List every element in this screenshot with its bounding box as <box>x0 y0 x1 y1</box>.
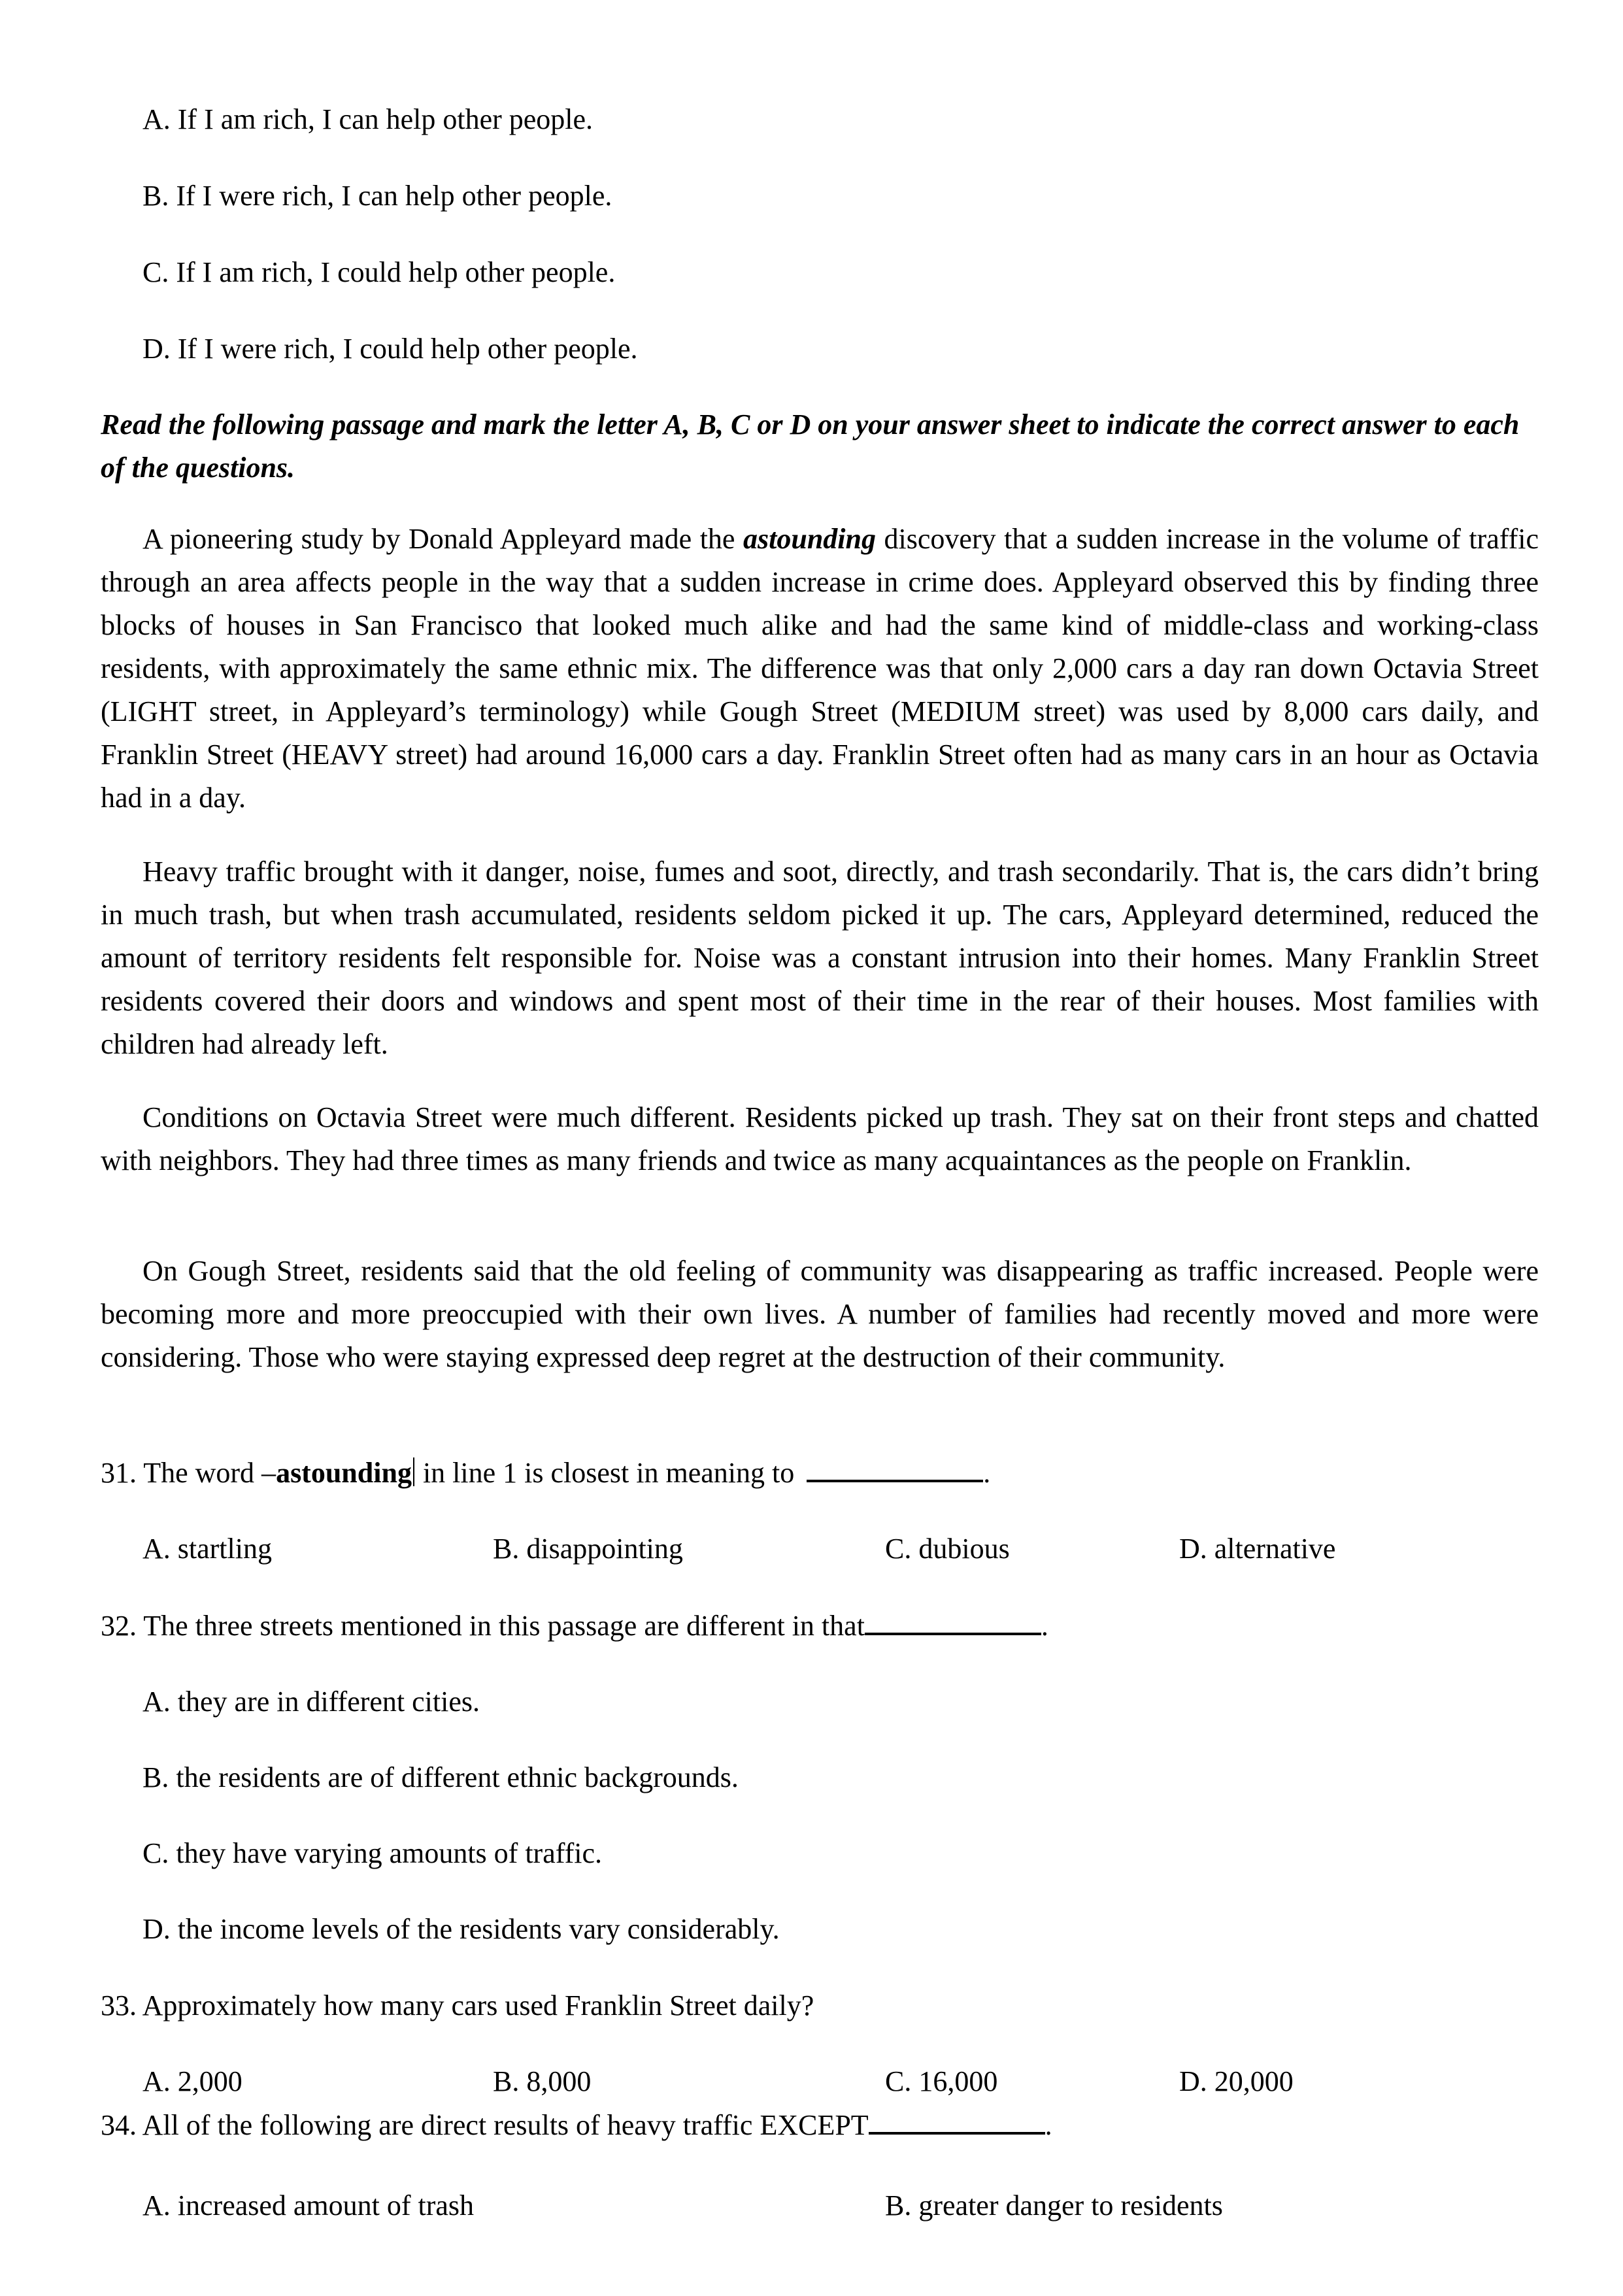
option-text: they are in different cities. <box>177 1686 480 1718</box>
option-text: the residents are of different ethnic backgrounds. <box>176 1761 739 1793</box>
passage-paragraph-3: Conditions on Octavia Street were much different. Residents picked up trash. They sat on their front steps and chatted with neighbors. They had three times as many friends and twice as many acquaintances as the people on Franklin. <box>101 1101 1539 1176</box>
highlighted-word: astounding <box>743 523 876 555</box>
q33-option-b <box>493 2060 591 2103</box>
q31-option-d <box>1179 1527 1335 1571</box>
answer-blank <box>807 1451 983 1482</box>
option-letter: B. <box>493 2065 520 2097</box>
passage-text: discovery that a sudden increase in the volume of traffic through an area affects people in the way that a sudden increase in crime does. Appleyard observed this by finding three blocks of houses in San Francisco that looked much alike and had the same kind of middle-class and working-class residents, with approximately the same ethnic mix. The difference was that only 2,000 cars a day ran down Octavia Street (LIGHT street, in Appleyard’s terminology) while Gough Street (MEDIUM street) was used by 8,000 cars daily, and Franklin Street (HEAVY street) had around 16,000 cars a day. Franklin Street often had as many cars in an hour as Octavia had in a day. <box>101 523 1539 814</box>
question-stem: in line 1 is closest in meaning to <box>415 1457 795 1489</box>
question-32 <box>101 1604 1048 1648</box>
option-letter: A. <box>142 2065 171 2097</box>
q33-option-d <box>1179 2060 1294 2103</box>
question-number: 34. <box>101 2109 137 2141</box>
option-text: startling <box>177 1533 272 1565</box>
option-text: 8,000 <box>526 2065 592 2097</box>
option-letter: D. <box>1179 2065 1207 2097</box>
option-text: If I were rich, I can help other people. <box>176 180 612 212</box>
option-text: If I am rich, I could help other people. <box>176 256 616 288</box>
q34-option-b <box>885 2184 1223 2227</box>
option-letter: C. <box>885 1533 912 1565</box>
option-text: 20,000 <box>1214 2065 1294 2097</box>
option-letter: C. <box>885 2065 912 2097</box>
question-34 <box>101 2103 1052 2147</box>
passage-text: A pioneering study by Donald Appleyard made the <box>142 523 744 555</box>
question-end: . <box>983 1457 991 1489</box>
option-letter: B. <box>885 2189 912 2221</box>
option-text: the income levels of the residents vary considerably. <box>177 1913 780 1945</box>
option-letter: A. <box>142 1686 171 1718</box>
question-33 <box>101 1984 814 2027</box>
option-letter: B. <box>142 1761 169 1793</box>
option-letter: D. <box>142 1913 171 1945</box>
question-number: 31. <box>101 1457 137 1489</box>
q34-option-a <box>142 2184 474 2227</box>
question-end: . <box>1045 2109 1052 2141</box>
question-number: 32. <box>101 1610 137 1642</box>
option-text: 2,000 <box>177 2065 243 2097</box>
prev-option-c <box>142 251 615 294</box>
passage-paragraph-2: Heavy traffic brought with it danger, noise, fumes and soot, directly, and trash secondarily. That is, the cars didn’t bring in much trash, but when trash accumulated, residents seldom picked it up. The cars, Appleyard determined, reduced the amount of territory residents felt responsible for. Noise was a constant intrusion into their homes. Many Franklin Street residents covered their doors and windows and spent most of their time in the rear of their houses. Most families with children had already left. <box>101 856 1539 1060</box>
q33-option-c <box>885 2060 997 2103</box>
q32-option-a <box>142 1680 480 1723</box>
passage-paragraph-1 <box>101 518 1539 820</box>
q31-option-a <box>142 1527 272 1571</box>
passage-paragraph-4: On Gough Street, residents said that the old feeling of community was disappearing as traffic increased. People were becoming more and more preoccupied with their own lives. A number of families had recently moved and more were considering. Those who were staying expressed deep regret at the destruction of their community. <box>101 1255 1539 1373</box>
question-stem: The three streets mentioned in this passage are different in that <box>143 1610 865 1642</box>
answer-blank <box>865 1604 1041 1635</box>
q32-option-d <box>142 1908 780 1951</box>
option-letter: A. <box>142 103 171 135</box>
question-stem: Approximately how many cars used Franklin Street daily? <box>142 1989 814 2021</box>
option-text: they have varying amounts of traffic. <box>176 1837 603 1869</box>
option-letter: B. <box>493 1533 520 1565</box>
cursor-bar <box>413 1457 414 1486</box>
q31-option-b <box>493 1527 683 1571</box>
question-stem: All of the following are direct results of heavy traffic EXCEPT <box>142 2109 869 2141</box>
option-text: dubious <box>918 1533 1010 1565</box>
option-text: 16,000 <box>918 2065 998 2097</box>
option-text: If I were rich, I could help other people. <box>177 333 638 365</box>
q31-option-c <box>885 1527 1010 1571</box>
question-stem: The word – <box>143 1457 276 1489</box>
prev-option-d <box>142 327 637 371</box>
option-letter: A. <box>142 2189 171 2221</box>
option-letter: B. <box>142 180 169 212</box>
question-number: 33. <box>101 1989 137 2021</box>
section-instruction: Read the following passage and mark the letter A, B, C or D on your answer sheet to indicate the correct answer to each of the questions. <box>101 408 1520 484</box>
q33-option-a <box>142 2060 243 2103</box>
option-letter: C. <box>142 1837 169 1869</box>
option-text: greater danger to residents <box>918 2189 1223 2221</box>
option-text: alternative <box>1214 1533 1336 1565</box>
option-text: If I am rich, I can help other people. <box>177 103 594 135</box>
question-keyword: astounding <box>276 1457 412 1489</box>
option-text: increased amount of trash <box>177 2189 475 2221</box>
option-letter: D. <box>1179 1533 1207 1565</box>
prev-option-b <box>142 175 612 218</box>
q32-option-b <box>142 1756 739 1799</box>
option-letter: C. <box>142 256 169 288</box>
option-text: disappointing <box>526 1533 683 1565</box>
option-letter: D. <box>142 333 171 365</box>
q32-option-c <box>142 1832 602 1875</box>
question-end: . <box>1041 1610 1048 1642</box>
question-31 <box>101 1451 990 1495</box>
answer-blank <box>869 2103 1045 2135</box>
option-letter: A. <box>142 1533 171 1565</box>
prev-option-a <box>142 98 593 141</box>
